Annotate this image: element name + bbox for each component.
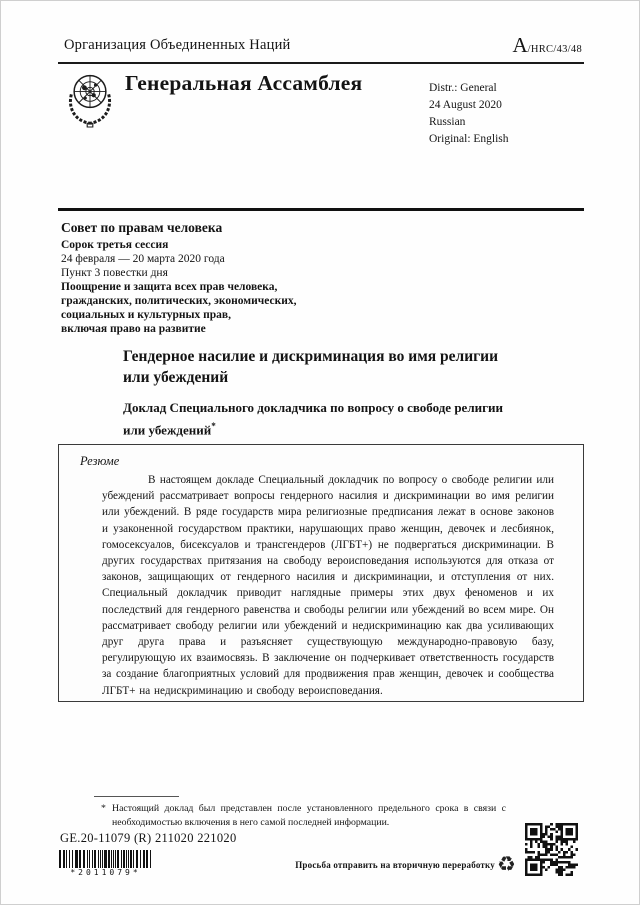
summary-heading: Резюме — [80, 454, 120, 468]
header-divider — [58, 62, 584, 64]
distribution-block — [429, 80, 509, 148]
distr-line: Original: English — [429, 133, 509, 145]
distr-line: Russian — [429, 116, 466, 128]
distr-line: 24 August 2020 — [429, 99, 502, 111]
summary-body: В настоящем докладе Специальный докладчик по вопросу о свободе религии или убеждений рассматривает вопросы гендерного насилия и дискриминации во имя религии или убеждений. В ряде государств мира религиозные предписания лежат в основе законов и узаконенной государством практики, нарушающих право женщин, девочек и лесбиянок, гомосексуалов, бисексуалов и трансгендеров (ЛГБТ+) не подвергаться дискриминации. В других государствах притязания на свободу вероисповедания используются для отказа от законов, защищающих от гендерного насилия и дискриминации, и отступления от них. Специальный докладчик приводит наглядные примеры этих двух феноменов и их последствий для гендерного равенства и свободы религии или убеждений во всем мире. Он рассматривает свободу религии или убеждений и недискриминацию как два усиливающих друг друга права и разъясняет существующую международно-правовую базу, регулирующую их взаимосвязь. В заключение он подчеркивает ответственность государств за создание благоприятных условий для продвижения прав женщин, девочек и сообщества ЛГБТ+ на недискриминацию и свободу вероисповедания. — [102, 474, 554, 697]
agenda-line: гражданских, политических, экономических, — [61, 295, 297, 307]
footnote-mark: * — [101, 803, 106, 814]
footnote-reference-mark: * — [211, 421, 216, 431]
footnote — [98, 802, 506, 829]
report-subtitle-text: Доклад Специального докладчика по вопросу о свободе религии или убеждений — [123, 400, 503, 438]
report-subtitle — [123, 399, 527, 439]
ge-number: GE.20-11079 (R) 211020 221020 — [60, 831, 237, 845]
un-emblem-icon — [62, 68, 118, 130]
barcode — [59, 850, 152, 868]
distr-line: Distr.: General — [429, 82, 497, 94]
session-dates: 24 февраля — 20 марта 2020 года — [61, 253, 225, 265]
document-symbol — [512, 33, 582, 58]
document-symbol-number: /HRC/43/48 — [527, 44, 582, 55]
recycle-notice: Просьба отправить на вторичную переработку — [295, 860, 495, 870]
footnote-divider — [94, 796, 179, 797]
report-title: Гендерное насилие и дискриминация во имя религии или убеждений — [123, 348, 499, 386]
summary-box — [58, 444, 584, 702]
agenda-item: Пункт 3 повестки дня — [61, 267, 168, 279]
org-name: Организация Объединенных Наций — [64, 37, 291, 53]
session-name: Сорок третья сессия — [61, 239, 169, 251]
qr-code — [525, 823, 578, 876]
footnote-text: Настоящий доклад был представлен после установленного предельного срока в связи с необходимостью включения в него самой последней информации. — [112, 803, 506, 828]
agenda-line: включая право на развитие — [61, 323, 206, 335]
council-name: Совет по правам человека — [61, 220, 223, 235]
agenda-line: социальных и культурных прав, — [61, 309, 231, 321]
section-divider — [58, 208, 584, 211]
assembly-title: Генеральная Ассамблея — [125, 71, 363, 95]
barcode-text: *2011079* — [70, 868, 141, 877]
recycle-icon: ♻ — [497, 852, 516, 876]
document-symbol-letter: A — [512, 33, 528, 57]
agenda-line: Поощрение и защита всех прав человека, — [61, 281, 278, 293]
session-block — [61, 219, 296, 336]
